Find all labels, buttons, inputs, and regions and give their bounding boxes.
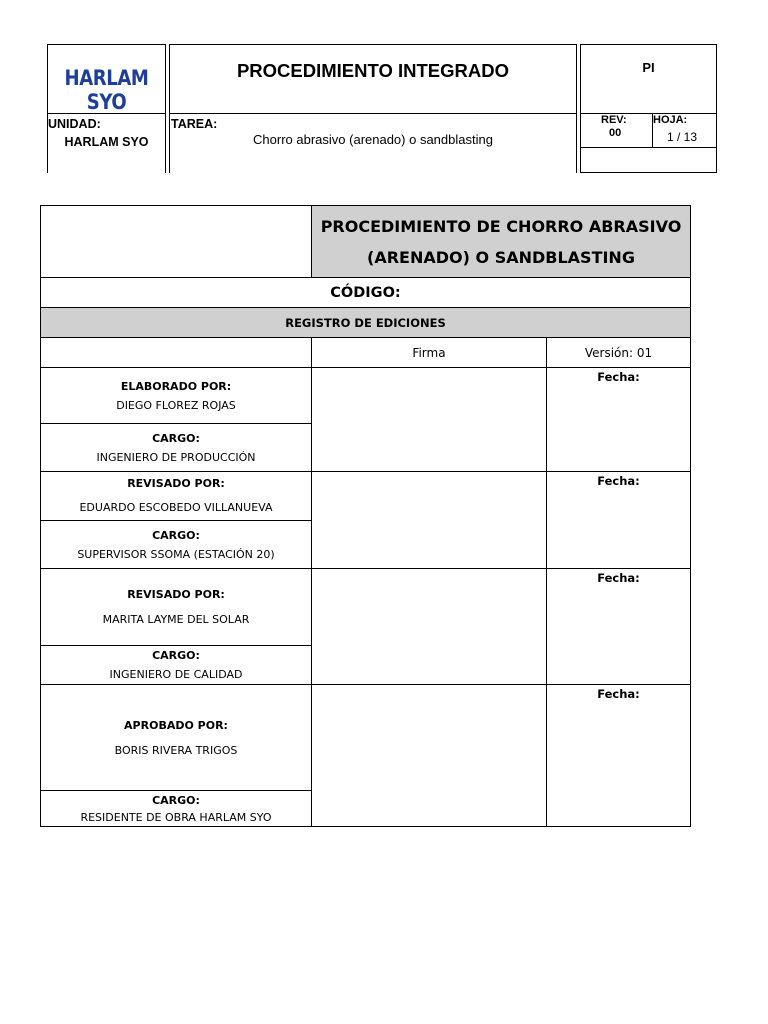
fecha-cell-1 bbox=[547, 368, 691, 472]
empty-logo-cell bbox=[41, 206, 312, 278]
document-code: PI bbox=[642, 60, 655, 75]
cargo-value-1: INGENIERO DE PRODUCCIÓN bbox=[96, 450, 256, 464]
codigo-label: CÓDIGO: bbox=[330, 284, 401, 301]
cargo-cell-4 bbox=[41, 791, 312, 827]
cargo-value-2: SUPERVISOR SSOMA (ESTACIÓN 20) bbox=[77, 547, 275, 561]
unidad-cell bbox=[47, 113, 166, 173]
aprobado-label: APROBADO POR: bbox=[124, 718, 228, 732]
aprobado-name: BORIS RIVERA TRIGOS bbox=[114, 743, 238, 757]
cargo-value-4: RESIDENTE DE OBRA HARLAM SYO bbox=[80, 810, 272, 824]
revisado-cell-1 bbox=[41, 472, 312, 521]
cargo-label-1: CARGO: bbox=[152, 431, 200, 445]
procedure-title-cell bbox=[312, 206, 691, 278]
fecha-label-1: Fecha: bbox=[597, 370, 640, 384]
firma-cell-2 bbox=[312, 472, 547, 569]
revisado-cell-2 bbox=[41, 569, 312, 646]
cargo-label-4: CARGO: bbox=[152, 793, 200, 807]
rev-hoja-cell bbox=[580, 113, 717, 148]
registro-cell bbox=[41, 308, 691, 338]
rev-label: REV: bbox=[601, 114, 627, 126]
blank-header-cell bbox=[41, 338, 312, 368]
cargo-value-3: INGENIERO DE CALIDAD bbox=[109, 668, 243, 681]
fecha-label-3: Fecha: bbox=[597, 571, 640, 585]
unidad-value: HARLAM SYO bbox=[64, 135, 149, 149]
firma-header: Firma bbox=[312, 338, 547, 368]
codigo-cell bbox=[41, 278, 691, 308]
unidad-label: UNIDAD: bbox=[48, 117, 101, 131]
company-logo: HARLAM SYO bbox=[64, 66, 149, 114]
fecha-cell-3 bbox=[547, 569, 691, 685]
cargo-label-3: CARGO: bbox=[152, 649, 200, 662]
document-title: PROCEDIMIENTO INTEGRADO bbox=[236, 60, 510, 81]
procedure-title-line1: PROCEDIMIENTO DE CHORRO ABRASIVO bbox=[320, 216, 682, 236]
firma-cell-3 bbox=[312, 569, 547, 685]
code-box bbox=[580, 44, 717, 114]
rev-hoja-divider bbox=[652, 113, 653, 148]
cargo-cell-1 bbox=[41, 424, 312, 472]
firma-cell-1 bbox=[312, 368, 547, 472]
fecha-label-4: Fecha: bbox=[597, 687, 640, 701]
version-header: Versión: 01 bbox=[547, 338, 691, 368]
procedure-title-line2: (ARENADO) O SANDBLASTING bbox=[367, 247, 635, 267]
blank-cell bbox=[580, 147, 717, 173]
revisado-label-1: REVISADO POR: bbox=[127, 477, 225, 490]
hoja-value: 1 / 13 bbox=[667, 130, 698, 144]
elaborado-cell bbox=[41, 368, 312, 424]
firma-cell-4 bbox=[312, 685, 547, 827]
elaborado-label: ELABORADO POR: bbox=[120, 379, 232, 393]
rev-value: 00 bbox=[609, 127, 622, 139]
cargo-label-2: CARGO: bbox=[152, 528, 200, 542]
revisado-name-2: MARITA LAYME DEL SOLAR bbox=[102, 613, 250, 626]
registro-label: REGISTRO DE EDICIONES bbox=[285, 315, 446, 330]
aprobado-cell bbox=[41, 685, 312, 791]
fecha-label-2: Fecha: bbox=[597, 474, 640, 488]
tarea-value: Chorro abrasivo (arenado) o sandblasting bbox=[253, 132, 493, 147]
elaborado-name: DIEGO FLOREZ ROJAS bbox=[116, 398, 236, 412]
revisado-label-2: REVISADO POR: bbox=[127, 588, 225, 601]
revisado-name-1: EDUARDO ESCOBEDO VILLANUEVA bbox=[79, 501, 273, 514]
cargo-cell-2 bbox=[41, 521, 312, 569]
procedure-table bbox=[40, 205, 691, 827]
cargo-cell-3 bbox=[41, 646, 312, 685]
hoja-label: HOJA: bbox=[653, 114, 688, 126]
fecha-cell-4 bbox=[547, 685, 691, 827]
tarea-label: TAREA: bbox=[171, 117, 218, 131]
fecha-cell-2 bbox=[547, 472, 691, 569]
tarea-cell bbox=[169, 113, 577, 173]
